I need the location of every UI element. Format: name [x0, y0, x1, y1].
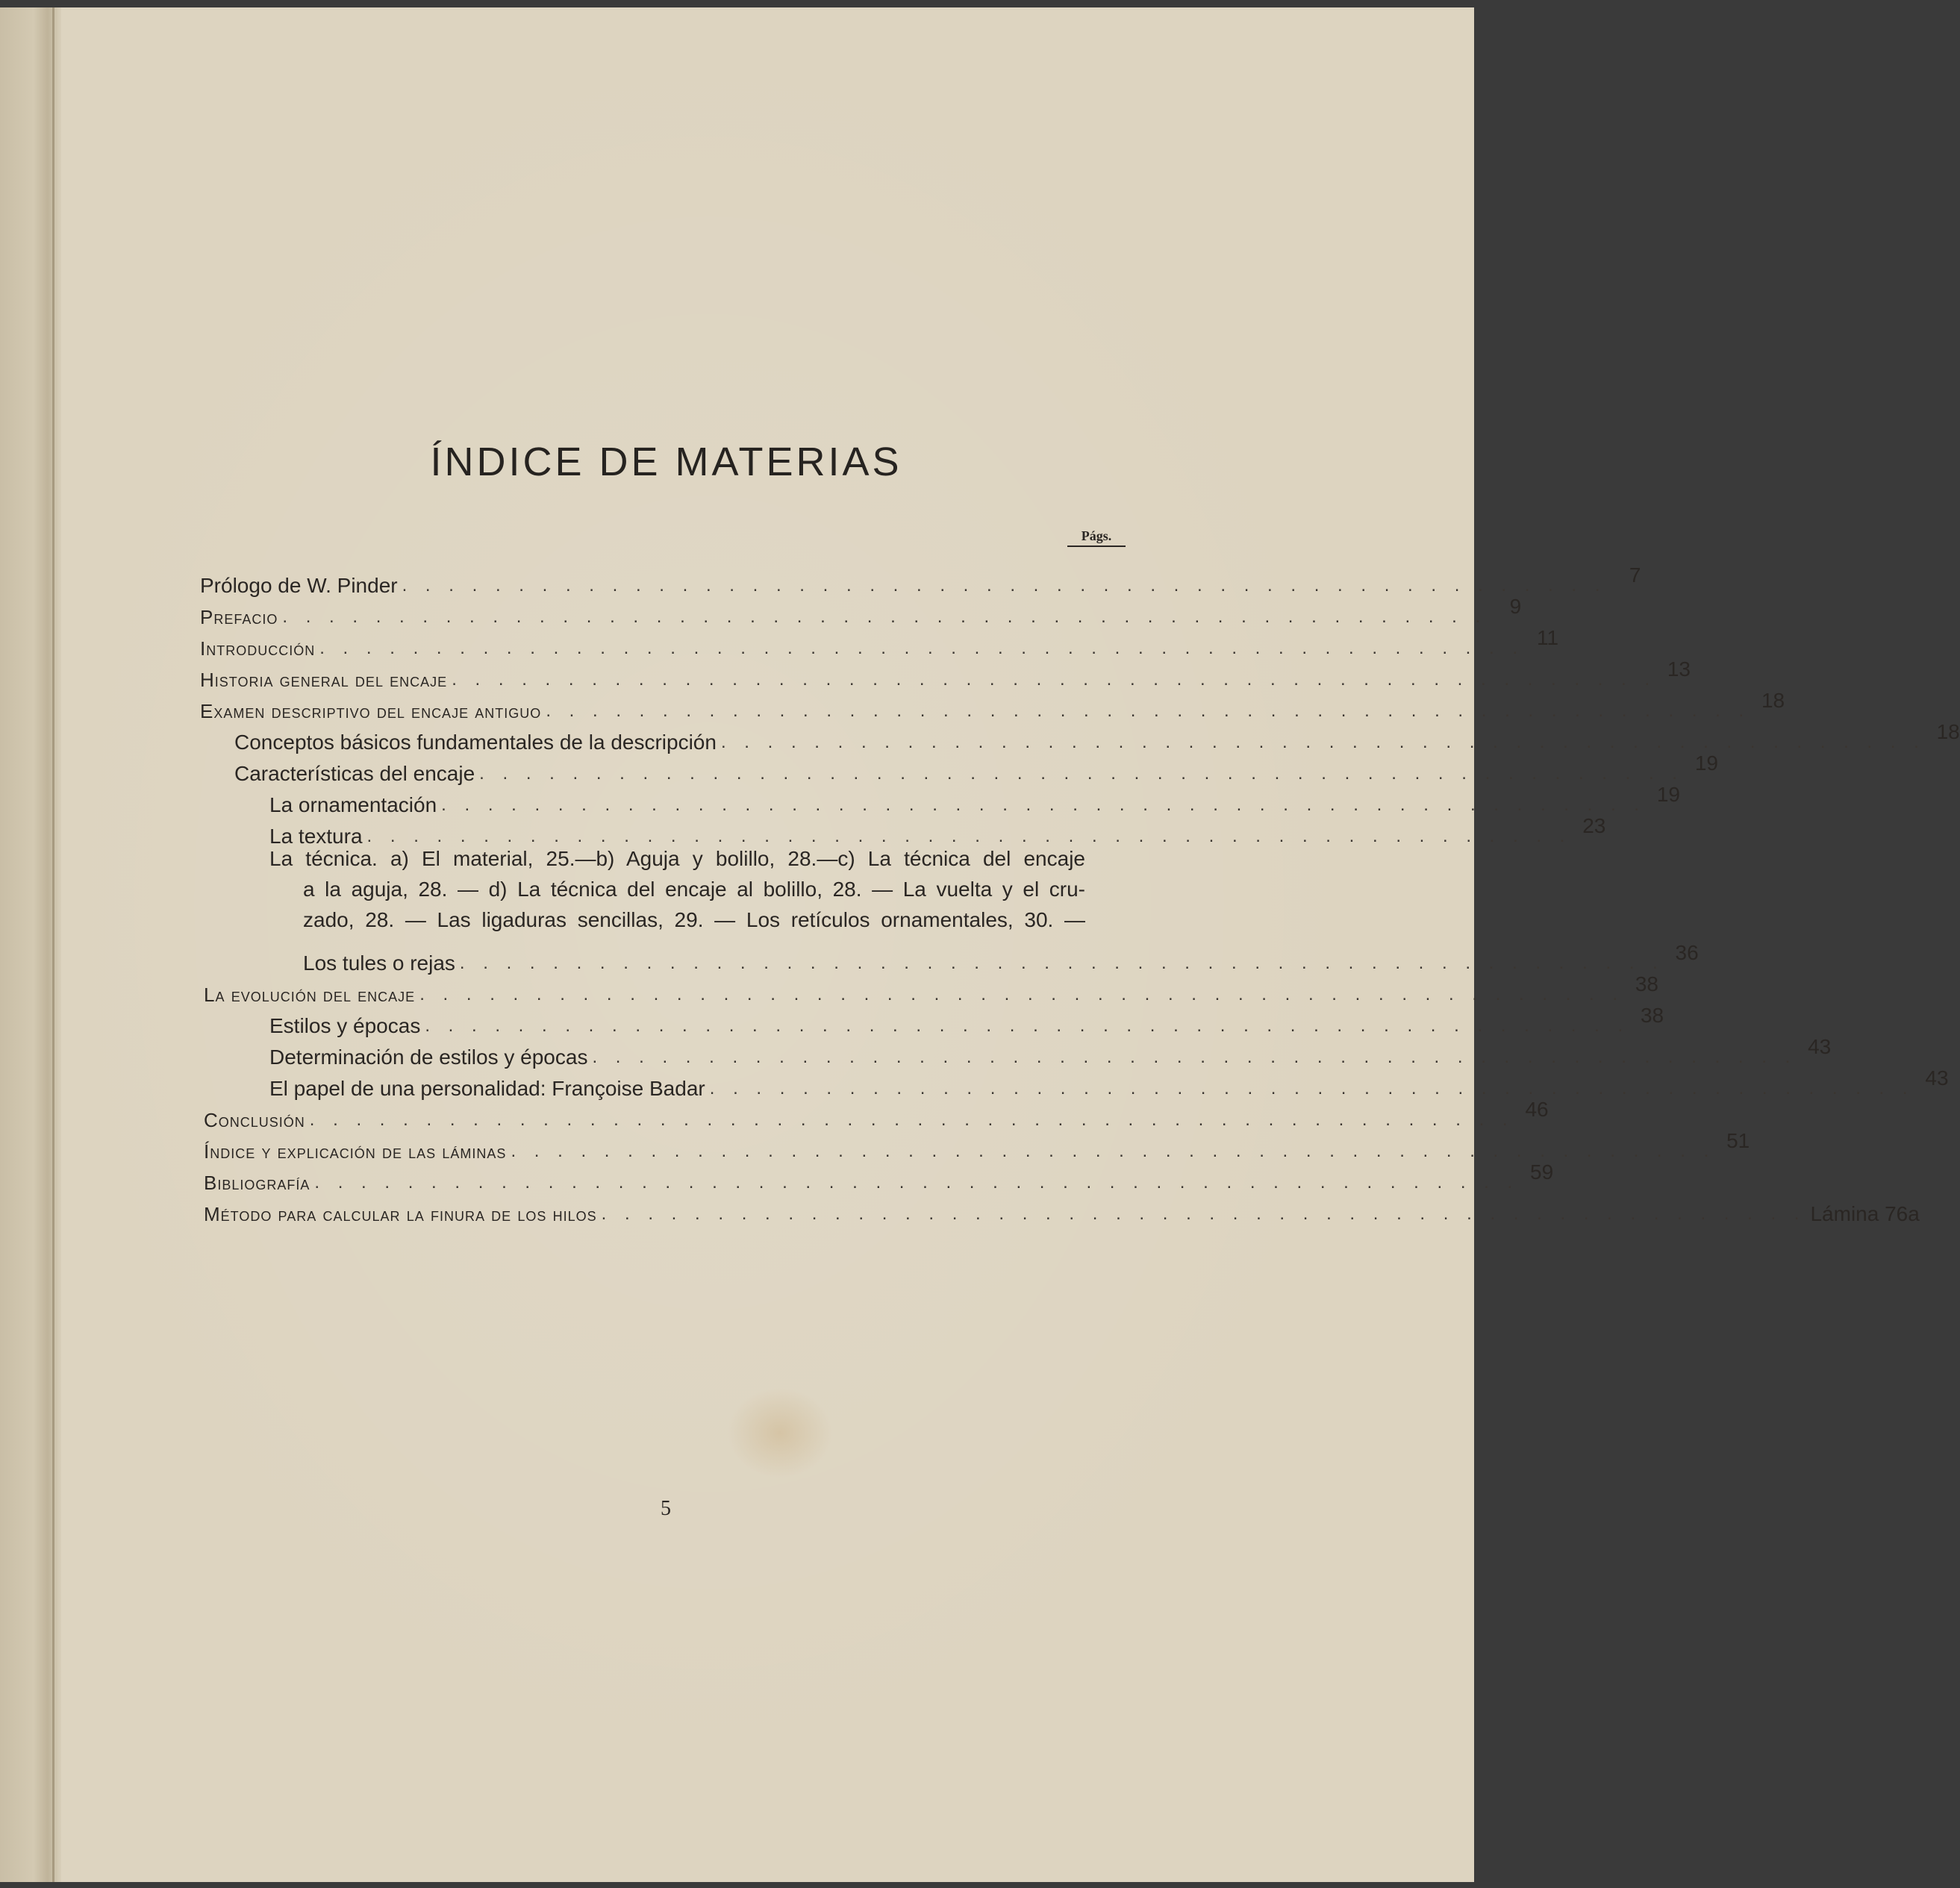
toc-entry-page: 18: [1761, 689, 1785, 712]
toc-entry-label: La ornamentación: [269, 793, 437, 816]
toc-entry[interactable]: [204, 1129, 1750, 1164]
toc-entry-label: Método para calcular la finura de los hilos: [204, 1203, 597, 1225]
page-number: 5: [661, 1497, 671, 1520]
toc-entry-page: 13: [1667, 657, 1691, 681]
toc-entry-label: Conceptos básicos fundamentales de la descripción: [234, 731, 717, 754]
toc-entry[interactable]: [200, 595, 1522, 630]
toc-entry-page: 18: [1936, 720, 1960, 743]
toc-entry-page: 51: [1726, 1129, 1750, 1152]
table-of-contents: [0, 7, 1960, 1882]
toc-entry-page: 46: [1525, 1098, 1549, 1121]
toc-entry[interactable]: [200, 689, 1785, 724]
dot-leader: . . . . . . . . . . . . . . . . . . . . . . . . . . . . . . . . . . . . . . . . . . . . . . . . . . . .: [546, 701, 1751, 721]
toc-entry-label: Historia general del encaje: [200, 669, 448, 691]
toc-entry-label: Prefacio: [200, 606, 278, 628]
dot-leader: . . . . . . . . . . . . . . . . . . . . . . . . . . . . . . . . . . . . . . . . . . . . . . . . . . . .: [425, 1016, 1630, 1036]
toc-entry-page: 59: [1530, 1160, 1554, 1184]
toc-entry-label: Bibliografía: [204, 1172, 310, 1194]
toc-entry-label: La textura: [269, 825, 363, 848]
toc-entry-label: Introducción: [200, 637, 316, 660]
toc-entry-page: 9: [1509, 595, 1522, 618]
toc-entry-label: Prólogo de W. Pinder: [200, 574, 398, 597]
toc-entry[interactable]: [204, 1098, 1549, 1133]
dot-leader: . . . . . . . . . . . . . . . . . . . . . . . . . . . . . . . . . . . . . . . . . . . . . . . . . . . .: [592, 1047, 1797, 1067]
toc-entry-page: 38: [1635, 972, 1659, 995]
toc-entry[interactable]: [269, 783, 1680, 818]
toc-entry-page: 7: [1629, 563, 1641, 587]
toc-entry-label: La evolución del encaje: [204, 984, 416, 1006]
dot-leader: . . . . . . . . . . . . . . . . . . . . . . . . . . . . . . . . . . . . . . . . . . . . . . . . . . . .: [314, 1172, 1520, 1192]
toc-entry-page: 36: [1675, 941, 1699, 964]
dot-leader: . . . . . . . . . . . . . . . . . . . . . . . . . . . . . . . . . . . . . . . . . . . . . . . . . . . .: [452, 669, 1657, 690]
dot-leader: . . . . . . . . . . . . . . . . . . . . . . . . . . . . . . . . . . . . . . . . . . . . . . . . . . . .: [709, 1078, 1914, 1098]
toc-entry[interactable]: [303, 941, 1699, 976]
dot-leader: . . . . . . . . . . . . . . . . . . . . . . . . . . . . . . . . . . . . . . . . . . . . . . . . . . . .: [402, 575, 1607, 596]
tecnica-line-3: zado, 28. — Las ligaduras sencillas, 29. — Los retículos ornamentales, 30. —: [303, 908, 1085, 931]
toc-entry[interactable]: [269, 1066, 1949, 1101]
dot-leader: . . . . . . . . . . . . . . . . . . . . . . . . . . . . . . . . . . . . . . . . . . . . . . . . . . . .: [282, 607, 1488, 627]
toc-entry[interactable]: [200, 563, 1641, 598]
toc-entry[interactable]: [200, 657, 1691, 693]
dot-leader: . . . . . . . . . . . . . . . . . . . . . . . . . . . . . . . . . . . . . . . . . . . . . . . . . . . .: [601, 1204, 1806, 1224]
toc-entry-page: 11: [1536, 626, 1559, 649]
toc-entry-page: 23: [1582, 814, 1606, 837]
toc-entry[interactable]: [204, 972, 1659, 1007]
toc-entry[interactable]: [269, 1004, 1664, 1039]
dot-leader: . . . . . . . . . . . . . . . . . . . . . . . . . . . . . . . . . . . . . . . . . . . . . . . . . . . .: [511, 1141, 1716, 1161]
toc-entry-label: Examen descriptivo del encaje antiguo: [200, 700, 542, 722]
dot-leader: . . . . . . . . . . . . . . . . . . . . . . . . . . . . . . . . . . . . . . . . . . . . . . . . . . . .: [309, 1110, 1514, 1130]
dot-leader: . . . . . . . . . . . . . . . . . . . . . . . . . . . . . . . . . . . . . . . . . . . . . . . . . . . .: [479, 763, 1684, 784]
page-title: ÍNDICE DE MATERIAS: [430, 440, 902, 484]
toc-entry-label: Determinación de estilos y épocas: [269, 1045, 588, 1069]
tecnica-line-1: La técnica. a) El material, 25.—b) Aguja y bolillo, 28.—c) La técnica del encaje: [269, 847, 1085, 870]
toc-entry[interactable]: [204, 1160, 1554, 1195]
pages-column-header: Págs.: [1067, 528, 1126, 547]
toc-entry[interactable]: [204, 1197, 1920, 1227]
toc-entry-label: Conclusión: [204, 1109, 305, 1131]
toc-entry[interactable]: [234, 720, 1960, 755]
toc-entry-page: 19: [1694, 751, 1718, 775]
toc-entry-label: Características del encaje: [234, 762, 475, 785]
toc-entry[interactable]: [234, 751, 1718, 787]
tecnica-paragraph: [269, 843, 1085, 935]
toc-entry-page: 38: [1640, 1004, 1664, 1027]
dot-leader: . . . . . . . . . . . . . . . . . . . . . . . . . . . . . . . . . . . . . . . . . . . . . . . . . . . .: [459, 953, 1664, 973]
dot-leader: . . . . . . . . . . . . . . . . . . . . . . . . . . . . . . . . . . . . . . . . . . . . . . . . . . . .: [720, 732, 1926, 752]
dot-leader: . . . . . . . . . . . . . . . . . . . . . . . . . . . . . . . . . . . . . . . . . . . . . . . . . . . .: [441, 795, 1646, 815]
toc-entry-page: Lámina 76a: [1810, 1202, 1920, 1225]
toc-entry-page: 19: [1656, 783, 1680, 806]
toc-entry[interactable]: [200, 626, 1559, 661]
toc-entry-label: Los tules o rejas: [303, 951, 455, 975]
toc-entry-page: 43: [1808, 1035, 1832, 1058]
toc-entry-page: 43: [1925, 1066, 1949, 1090]
dot-leader: . . . . . . . . . . . . . . . . . . . . . . . . . . . . . . . . . . . . . . . . . . . . . . . . . . . .: [319, 638, 1525, 658]
toc-entry-label: Estilos y épocas: [269, 1014, 421, 1037]
book-page: [0, 7, 1960, 1882]
toc-entry-label: El papel de una personalidad: Françoise Badar: [269, 1077, 705, 1100]
toc-entry[interactable]: [269, 1035, 1832, 1070]
dot-leader: . . . . . . . . . . . . . . . . . . . . . . . . . . . . . . . . . . . . . . . . . . . . . . . . . . . .: [419, 984, 1625, 1004]
tecnica-line-2: a la aguja, 28. — d) La técnica del encaje al bolillo, 28. — La vuelta y el cru-: [303, 878, 1085, 901]
toc-entry-label: Índice y explicación de las láminas: [204, 1140, 507, 1163]
dot-leader: . . . . . . . . . . . . . . . . . . . . . . . . . . . . . . . . . . . . . . . . . . . . . . . . . . . .: [366, 826, 1572, 846]
